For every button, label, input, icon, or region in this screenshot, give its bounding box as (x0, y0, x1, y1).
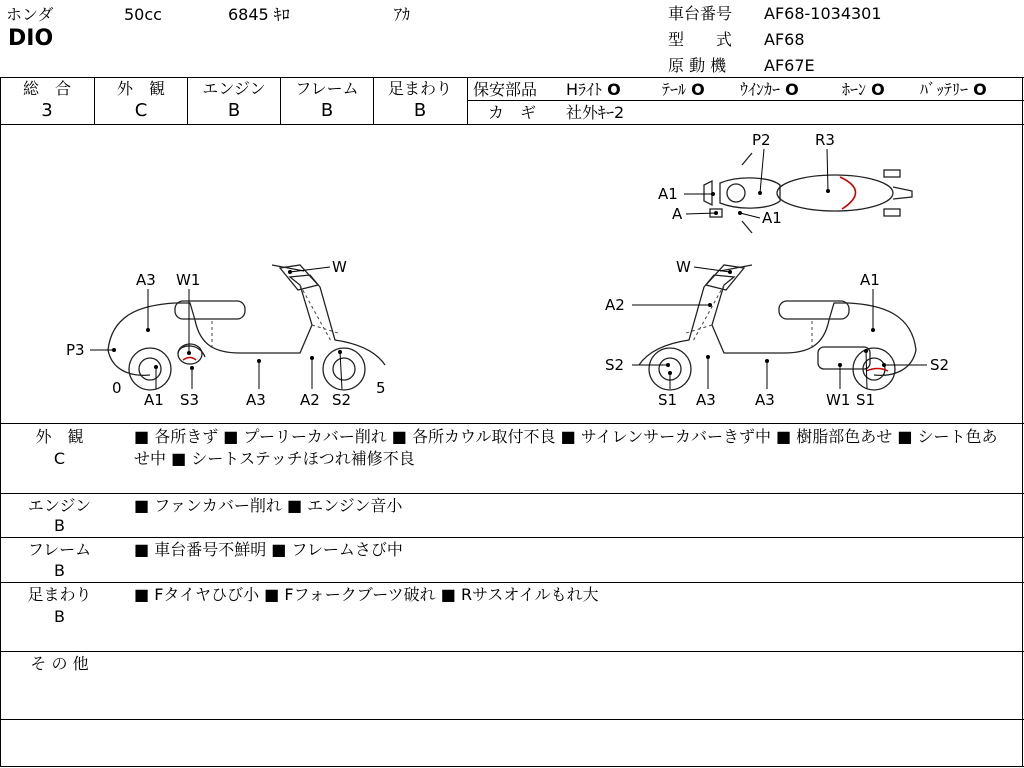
divider (0, 77, 1024, 78)
safety-item-horn: ﾎｰﾝ O (842, 80, 885, 99)
section-engine-title: エンジン (27, 496, 92, 515)
mark-label: A1 (658, 185, 678, 203)
mark-label: S3 (180, 391, 200, 409)
grade-header-suspension: 足まわり (387, 79, 452, 98)
mark-label: A2 (605, 296, 625, 314)
divider (467, 77, 468, 124)
divider (0, 423, 1024, 424)
frame-no-value: AF68-1034301 (764, 4, 882, 23)
mark-label: P3 (66, 341, 85, 359)
type-label: 型 式 (668, 30, 733, 49)
mark-label: A3 (246, 391, 266, 409)
scooter-top-labels (658, 131, 835, 227)
section-exterior-grade: C (53, 449, 66, 468)
section-frame-text: ■ 車台番号不鮮明 ■ フレームさび中 (134, 540, 403, 559)
mark-label: W1 (176, 271, 201, 289)
mark-label: A1 (762, 209, 782, 227)
section-engine-text: ■ ファンカバー削れ ■ エンジン音小 (134, 496, 403, 515)
mark-label: R3 (815, 131, 835, 149)
frame-no-label: 車台番号 (668, 4, 733, 23)
mark-label: A3 (696, 391, 716, 409)
mark-label: A1 (144, 391, 164, 409)
engine-value: AF67E (764, 56, 815, 75)
mark-label: S2 (605, 356, 625, 374)
grade-header-exterior: 外 観 (116, 79, 165, 98)
section-other-title: そ の 他 (30, 654, 89, 673)
divider (0, 766, 1024, 767)
displacement: 50cc (124, 5, 162, 24)
divider (0, 651, 1024, 652)
model-name: DIO (8, 26, 54, 51)
safety-item-battery: ﾊﾞｯﾃﾘｰ O (920, 80, 987, 99)
divider (0, 537, 1024, 538)
safety-item-winker: ｳｲﾝｶｰ O (740, 80, 799, 99)
grade-exterior: C (134, 100, 148, 121)
divider (467, 100, 1024, 101)
mark-label: 0 (112, 379, 122, 397)
section-frame-grade: B (54, 561, 65, 580)
section-suspension-text: ■ Fタイヤひび小 ■ Fフォークブーツ破れ ■ Rサスオイルもれ大 (134, 585, 599, 604)
mark-label: 5 (376, 379, 386, 397)
section-suspension-title: 足まわり (27, 585, 92, 604)
type-value: AF68 (764, 30, 805, 49)
mark-label: W (676, 258, 691, 276)
mark-label: A3 (136, 271, 156, 289)
key-value: 社外ｷｰ2 (566, 103, 625, 122)
mark-label: S1 (856, 391, 876, 409)
grade-header-engine: エンジン (202, 79, 266, 98)
safety-item-tail: ﾃｰﾙ O (662, 80, 705, 99)
mileage: 6845 ｷﾛ (228, 5, 290, 24)
grade-header-frame: フレーム (295, 79, 359, 98)
mark-label: S2 (930, 356, 950, 374)
safety-item-headlight: Hﾗｲﾄ O (566, 80, 621, 99)
mark-label: A1 (860, 271, 880, 289)
mark-label: A3 (755, 391, 775, 409)
mark-label: A (672, 205, 683, 223)
grade-suspension: B (413, 100, 427, 121)
mark-label: S2 (332, 391, 352, 409)
maker: ホンダ (6, 5, 54, 24)
section-engine-grade: B (54, 516, 65, 535)
safety-label: 保安部品 (473, 80, 538, 99)
divider (0, 582, 1024, 583)
scooter-left-labels (66, 258, 386, 409)
section-exterior-text: ■ 各所きず ■ プーリーカバー削れ ■ 各所カウル取付不良 ■ サイレンサーカバーきず中 ■ 樹脂部色あせ ■ シート色あせ中 ■ シートステッチほつれ補修不良 (134, 427, 998, 468)
grade-header-overall: 総 合 (22, 79, 71, 98)
mark-label: W1 (826, 391, 851, 409)
mark-label: W (332, 258, 347, 276)
mark-label: P2 (752, 131, 771, 149)
mark-label: S1 (658, 391, 678, 409)
mark-label: A2 (300, 391, 320, 409)
divider (0, 719, 1024, 720)
grade-overall: 3 (41, 100, 53, 121)
section-suspension-grade: B (54, 607, 65, 626)
key-label: カ ギ (488, 103, 537, 122)
scooter-right-labels (605, 258, 949, 409)
grade-engine: B (227, 100, 241, 121)
section-frame-title: フレーム (27, 540, 92, 559)
divider (0, 493, 1024, 494)
color: ｱｶ (394, 5, 411, 24)
damage-diagram (0, 125, 1024, 423)
scooter-top-view (704, 153, 912, 233)
engine-label: 原 動 機 (668, 56, 727, 75)
section-exterior-title: 外 観 (35, 427, 84, 446)
grade-frame: B (320, 100, 334, 121)
